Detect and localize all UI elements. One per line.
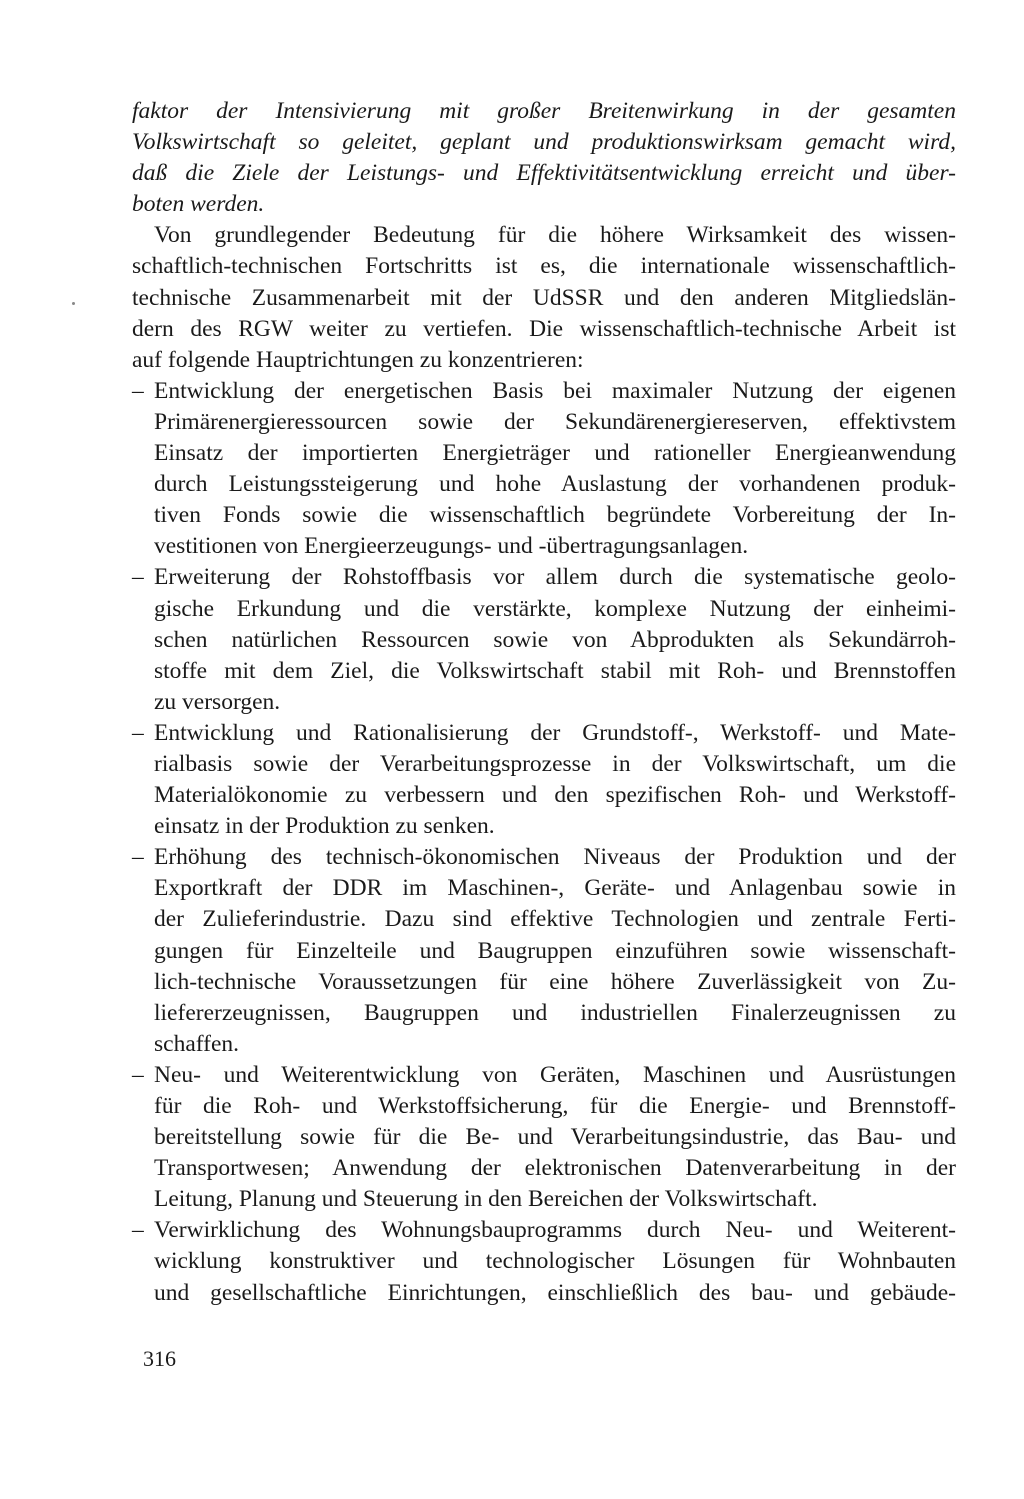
list-item [132, 1060, 956, 1215]
text-line: und gesellschaftliche Einrichtungen, einschließlich des bau- und gebäude- [154, 1279, 956, 1306]
text-line: Exportkraft der DDR im Maschinen-, Geräte- und Anlagenbau sowie in [154, 875, 956, 902]
text-line: gische Erkundung und die verstärkte, komplexe Nutzung der einheimi- [154, 595, 956, 622]
text-line: Entwicklung und Rationalisierung der Grundstoff-, Werkstoff- und Mate- [154, 719, 956, 746]
list-item [132, 1215, 956, 1308]
text-line: Primärenergieressourcen sowie der Sekundärenergiereserven, effektivstem [154, 408, 956, 435]
text-line: schaftlich-technischen Fortschritts ist es, die internationale wissenschaftlich- [132, 253, 956, 280]
text-line: Neu- und Weiterentwicklung von Geräten, Maschinen und Ausrüstungen [154, 1061, 956, 1088]
text-line: Entwicklung der energetischen Basis bei maximaler Nutzung der eigenen [154, 377, 956, 404]
intro-italic-block [132, 96, 956, 220]
text-line: wicklung konstruktiver und technologischer Lösungen für Wohnbauten [154, 1248, 956, 1275]
text-line: Materialökonomie zu verbessern und den spezifischen Roh- und Werkstoff- [154, 782, 956, 809]
page-body [132, 96, 956, 1309]
text-line: durch Leistungssteigerung und hohe Auslastung der vorhandenen produk- [154, 471, 956, 498]
dash-bullet: – [132, 564, 144, 591]
list-item [132, 718, 956, 842]
text-line: Verwirklichung des Wohnungsbauprogramms durch Neu- und Weiterent- [154, 1217, 956, 1244]
page-number: 316 [143, 1346, 176, 1371]
text-line: der Zulieferindustrie. Dazu sind effektive Technologien und zentrale Ferti- [154, 906, 956, 933]
text-line: schen natürlichen Ressourcen sowie von Abprodukten als Sekundärroh- [154, 626, 956, 653]
scan-speck [72, 302, 75, 305]
text-line: für die Roh- und Werkstoffsicherung, für die Energie- und Brennstoff- [154, 1093, 956, 1119]
text-line: gungen für Einzelteile und Baugruppen einzuführen sowie wissenschaft- [154, 937, 956, 964]
list-item [132, 376, 956, 563]
text-line: rialbasis sowie der Verarbeitungsprozesse in der Volkswirtschaft, um die [154, 750, 956, 777]
dash-bullet: – [132, 1061, 144, 1088]
text-line: auf folgende Hauptrichtungen zu konzentrieren: [132, 346, 584, 373]
text-line: boten werden. [132, 191, 265, 218]
text-line: vestitionen von Energieerzeugungs- und -übertragungsanlagen. [154, 533, 749, 560]
dash-bullet: – [132, 844, 144, 871]
text-line: Leitung, Planung und Steuerung in den Bereichen der Volkswirtschaft. [154, 1186, 818, 1213]
text-line: schaffen. [154, 1030, 240, 1057]
dash-bullet: – [132, 719, 144, 746]
list-item [132, 562, 956, 717]
text-line: technische Zusammenarbeit mit der UdSSR und den anderen Mitgliedslän- [132, 284, 956, 311]
text-line: zu versorgen. [154, 688, 281, 715]
text-line: Volkswirtschaft so geleitet, geplant und produktionswirksam gemacht wird, [132, 129, 956, 156]
text-line: Erweiterung der Rohstoffbasis vor allem durch die systematische geolo- [154, 564, 956, 591]
dash-bullet: – [132, 1217, 144, 1244]
text-line: bereitstellung sowie für die Be- und Verarbeitungsindustrie, das Bau- und [154, 1124, 956, 1151]
text-line: dern des RGW weiter zu vertiefen. Die wissenschaftlich-technische Arbeit ist [132, 315, 956, 342]
paragraph [132, 220, 956, 375]
text-line: liefererzeugnissen, Baugruppen und industriellen Finalerzeugnissen zu [154, 999, 956, 1026]
text-line: Transportwesen; Anwendung der elektronischen Datenverarbeitung in der [154, 1155, 956, 1182]
text-line: lich-technische Voraussetzungen für eine höhere Zuverlässigkeit von Zu- [154, 968, 956, 995]
list-item [132, 842, 956, 1060]
text-line: stoffe mit dem Ziel, die Volkswirtschaft stabil mit Roh- und Brennstoffen [154, 657, 956, 684]
text-line: einsatz in der Produktion zu senken. [154, 813, 495, 840]
text-line: Einsatz der importierten Energieträger und rationeller Energieanwendung [154, 440, 956, 467]
text-line: daß die Ziele der Leistungs- und Effektivitätsentwicklung erreicht und über- [132, 160, 956, 187]
dash-bullet: – [132, 377, 144, 404]
text-line: Erhöhung des technisch-ökonomischen Niveaus der Produktion und der [154, 844, 956, 871]
text-line: tiven Fonds sowie die wissenschaftlich begründete Vorbereitung der In- [154, 502, 956, 529]
text-line: faktor der Intensivierung mit großer Breitenwirkung in der gesamten [132, 98, 956, 124]
text-line: Von grundlegender Bedeutung für die höhere Wirksamkeit des wissen- [154, 222, 956, 249]
